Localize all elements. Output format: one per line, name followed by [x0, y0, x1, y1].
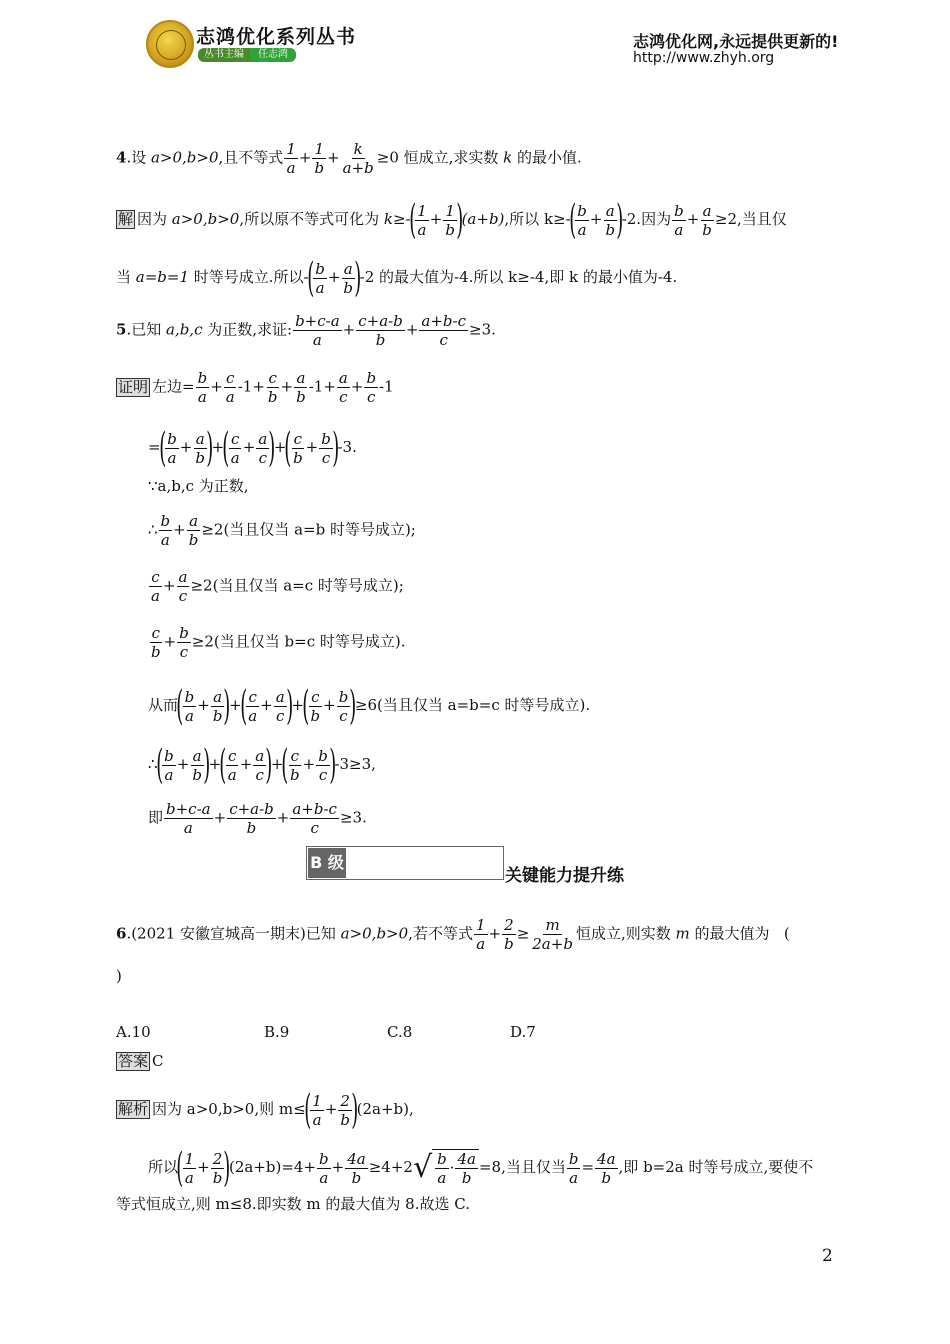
q6-option-c[interactable]: C.8: [387, 1023, 413, 1041]
q5-proof-line4: ∴ $\frac{b}{a}$ + $\frac{a}{b}$ ≥2(当且仅当 a=b 时等号成立);: [148, 512, 416, 549]
q4-solution-line2: 当 a=b=1 时等号成立.所以-( $\frac{b}{a}$ + $\frac{a}{b}$ )-2 的最大值为-4.所以 k≥-4,即 k 的最小值为-4.: [116, 255, 678, 301]
section-level-label: B 级: [308, 848, 346, 878]
q5-proof-line3: ∵a,b,c 为正数,: [148, 477, 249, 495]
q6-option-d[interactable]: D.7: [510, 1023, 536, 1041]
q4-solution-line1: 解 因为 a>0,b>0,所以原不等式可化为 k≥-( $\frac{1}{a}$ + $\frac{1}{b}$ )(a+b),所以 k≥-( $\frac{b}{a}$ + $\frac{a}{b}$ )-2.因为 $\frac{b}{a}$ + $\frac{a}{b}$ ≥2,当且仅: [118, 197, 787, 243]
editor-label: 丛书主编: [198, 48, 250, 62]
series-logo: [146, 20, 194, 68]
q6-analysis-line2: 所以( $\frac{1}{a}$ + $\frac{2}{b}$ )(2a+b)=4+ $\frac{b}{a}$ + $\frac{4a}{b}$ ≥4+2√ $\frac{b}{a}$ · $\frac{4a}{b}$ =8,当且仅当 $\frac{b}{a}$ = $\frac{4a}{b}$ ,即 b=2a 时等号成立,要使不: [148, 1145, 814, 1191]
section-level-box: [306, 846, 504, 880]
answer-tag: 答案: [118, 1052, 149, 1070]
question-5: 5.已知 a,b,c 为正数,求证: $\frac{b+c-a}{a}$ + $\frac{c+a-b}{b}$ + $\frac{a+b-c}{c}$ ≥3.: [116, 312, 496, 349]
q5-proof-line8: ∴( $\frac{b}{a}$ + $\frac{a}{b}$ )+( $\frac{c}{a}$ + $\frac{a}{c}$ )+( $\frac{c}{b}$ + $\frac{b}{c}$ )-3≥3,: [148, 742, 376, 788]
q5-proof-line1: 证明 左边= $\frac{b}{a}$ + $\frac{c}{a}$ -1+ $\frac{c}{b}$ + $\frac{a}{b}$ -1+ $\frac{a}{c}$ + $\frac{b}{c}$ -1: [118, 369, 394, 406]
q6-analysis-line3: 等式恒成立,则 m≤8.即实数 m 的最大值为 8.故选 C.: [116, 1195, 470, 1213]
q6-analysis-line1: 解析 因为 a>0,b>0,则 m≤( $\frac{1}{a}$ + $\frac{2}{b}$ )(2a+b),: [118, 1087, 414, 1133]
q5-proof-line9: 即 $\frac{b+c-a}{a}$ + $\frac{c+a-b}{b}$ + $\frac{a+b-c}{c}$ ≥3.: [148, 800, 367, 837]
header-slogan: 志鸿优化网,永远提供更新的!: [633, 32, 839, 51]
series-title: 志鸿优化系列丛书: [196, 26, 357, 48]
question-6: 6.(2021 安徽宣城高一期末)已知 a>0,b>0,若不等式 $\frac{1}{a}$ + $\frac{2}{b}$ ≥ $\frac{m}{2a+b}$ 恒成立,则实数 m 的最大值为 (: [116, 916, 790, 953]
editor-name: 任志鸿: [250, 48, 296, 62]
page-number: 2: [822, 1246, 833, 1266]
q5-proof-line5: $\frac{c}{a}$ + $\frac{a}{c}$ ≥2(当且仅当 a=c 时等号成立);: [151, 568, 404, 605]
editor-badge: [198, 48, 296, 62]
header-url[interactable]: http://www.zhyh.org: [633, 50, 775, 66]
q5-proof-line2: =( $\frac{b}{a}$ + $\frac{a}{b}$ )+( $\frac{c}{a}$ + $\frac{a}{c}$ )+( $\frac{c}{b}$ + $\frac{b}{c}$ )-3.: [148, 425, 357, 471]
analysis-tag: 解析: [118, 1100, 149, 1118]
question-4: 4.设 a>0,b>0,且不等式 $\frac{1}{a}$ + $\frac{1}{b}$ + $\frac{k}{a+b}$ ≥0 恒成立,求实数 k 的最小值.: [116, 140, 582, 177]
answer-value: C: [152, 1052, 164, 1070]
q5-proof-line6: $\frac{c}{b}$ + $\frac{b}{c}$ ≥2(当且仅当 b=c 时等号成立).: [151, 624, 406, 661]
solution-tag: 解: [118, 210, 134, 228]
q6-answer: [116, 1051, 164, 1071]
q6-option-a[interactable]: A.10: [116, 1023, 151, 1041]
section-title: 关键能力提升练: [505, 866, 624, 886]
proof-tag: 证明: [118, 377, 149, 396]
q6-paren-close: ): [116, 967, 122, 985]
q6-option-b[interactable]: B.9: [264, 1023, 290, 1041]
q5-proof-line7: 从而( $\frac{b}{a}$ + $\frac{a}{b}$ )+( $\frac{c}{a}$ + $\frac{a}{c}$ )+( $\frac{c}{b}$ + $\frac{b}{c}$ )≥6(当且仅当 a=b=c 时等号成立).: [148, 683, 591, 729]
